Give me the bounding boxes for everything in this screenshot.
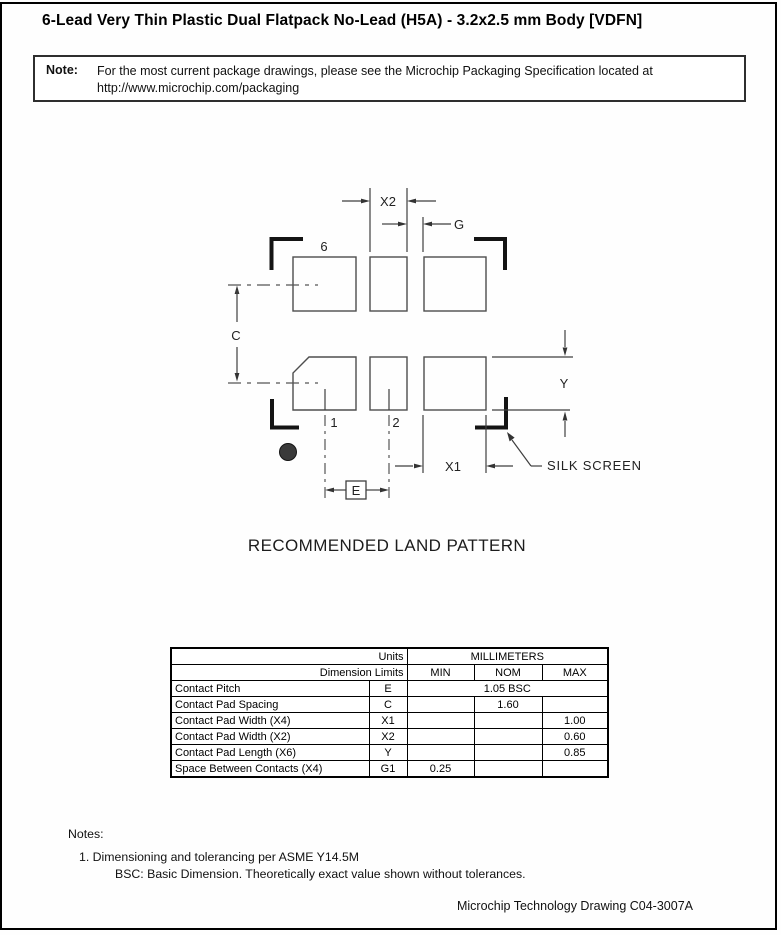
row-symbol: Y [369, 745, 407, 761]
row-symbol: X2 [369, 729, 407, 745]
row-symbol: C [369, 697, 407, 713]
silk-corner-top-right [474, 239, 505, 270]
row-max: 1.00 [542, 713, 608, 729]
nom-header-cell: NOM [474, 665, 542, 681]
land-pattern-drawing [200, 180, 660, 540]
row-nom [474, 761, 542, 778]
silk-screen-label: SILK SCREEN [547, 458, 642, 473]
row-name: Contact Pad Spacing [171, 697, 369, 713]
row-min [407, 745, 474, 761]
silk-corner-bottom-right [475, 397, 506, 428]
row-min [407, 713, 474, 729]
row-nom [474, 713, 542, 729]
row-nom [474, 729, 542, 745]
note-text [97, 63, 653, 100]
land-pads [293, 257, 486, 410]
dim-label-y: Y [559, 376, 569, 391]
note-item-1-sub: BSC: Basic Dimension. Theoretically exact value shown without tolerances. [115, 867, 526, 881]
row-name: Contact Pitch [171, 681, 369, 697]
dimension-g [382, 217, 464, 252]
dim-label-x1: X1 [445, 459, 461, 474]
row-min: 0.25 [407, 761, 474, 778]
centerlines [228, 285, 389, 500]
pin-number-1: 1 [330, 415, 338, 430]
units-label-cell: Units [171, 648, 407, 665]
packaging-url[interactable]: http://www.microchip.com/packaging [97, 80, 300, 95]
units-value-cell: MILLIMETERS [407, 648, 608, 665]
dimension-c [231, 286, 240, 382]
dimension-x1 [395, 415, 513, 474]
note-label: Note: [46, 63, 78, 77]
dimension-table [170, 647, 609, 778]
pin-number-2: 2 [392, 415, 400, 430]
drawing-number-footer: Microchip Technology Drawing C04-3007A [456, 899, 693, 913]
row-max [542, 761, 608, 778]
row-max: 0.60 [542, 729, 608, 745]
row-symbol: X1 [369, 713, 407, 729]
note-item-1: 1. Dimensioning and tolerancing per ASME Y14.5M [79, 850, 360, 864]
pad-3 [424, 357, 486, 410]
min-header-cell: MIN [407, 665, 474, 681]
row-max: 0.85 [542, 745, 608, 761]
table-row [171, 713, 608, 729]
notes-section [68, 827, 526, 881]
max-header-cell: MAX [542, 665, 608, 681]
row-nom [474, 745, 542, 761]
pad-5 [370, 257, 407, 311]
pin-numbers [320, 239, 399, 430]
row-span-value: 1.05 BSC [407, 681, 608, 697]
pad-6 [293, 257, 356, 311]
drawing-caption: RECOMMENDED LAND PATTERN [247, 536, 527, 555]
row-min [407, 697, 474, 713]
table-row [171, 681, 608, 697]
silk-screen-marks [272, 239, 507, 461]
row-name: Contact Pad Width (X2) [171, 729, 369, 745]
silk-corner-top-left [272, 239, 304, 270]
pad-4 [424, 257, 486, 311]
note-line1: For the most current package drawings, please see the Microchip Packaging Specification located at [97, 64, 653, 78]
table-row-limits [171, 665, 608, 681]
table-row [171, 729, 608, 745]
dim-label-c: C [231, 328, 241, 343]
row-name: Space Between Contacts (X4) [171, 761, 369, 778]
table-row [171, 745, 608, 761]
row-name: Contact Pad Width (X4) [171, 713, 369, 729]
dim-label-g: G [453, 217, 465, 232]
pin1-indicator-dot [280, 444, 297, 461]
row-nom: 1.60 [474, 697, 542, 713]
limits-label-cell: Dimension Limits [171, 665, 407, 681]
page-title: 6-Lead Very Thin Plastic Dual Flatpack No-Lead (H5A) - 3.2x2.5 mm Body [VDFN] [42, 12, 643, 29]
dimension-e [325, 481, 389, 499]
note-box [33, 55, 746, 102]
pin-number-6: 6 [320, 239, 328, 254]
silk-corner-bottom-left [272, 399, 299, 428]
table-row [171, 761, 608, 778]
table-row-units [171, 648, 608, 665]
silk-screen-callout [507, 432, 642, 473]
row-name: Contact Pad Length (X6) [171, 745, 369, 761]
dimension-x2 [342, 188, 436, 252]
notes-heading: Notes: [68, 827, 104, 841]
dim-label-e: E [351, 483, 361, 498]
row-min [407, 729, 474, 745]
dim-label-x2: X2 [380, 194, 396, 209]
row-max [542, 697, 608, 713]
table-row [171, 697, 608, 713]
row-symbol: E [369, 681, 407, 697]
row-symbol: G1 [369, 761, 407, 778]
